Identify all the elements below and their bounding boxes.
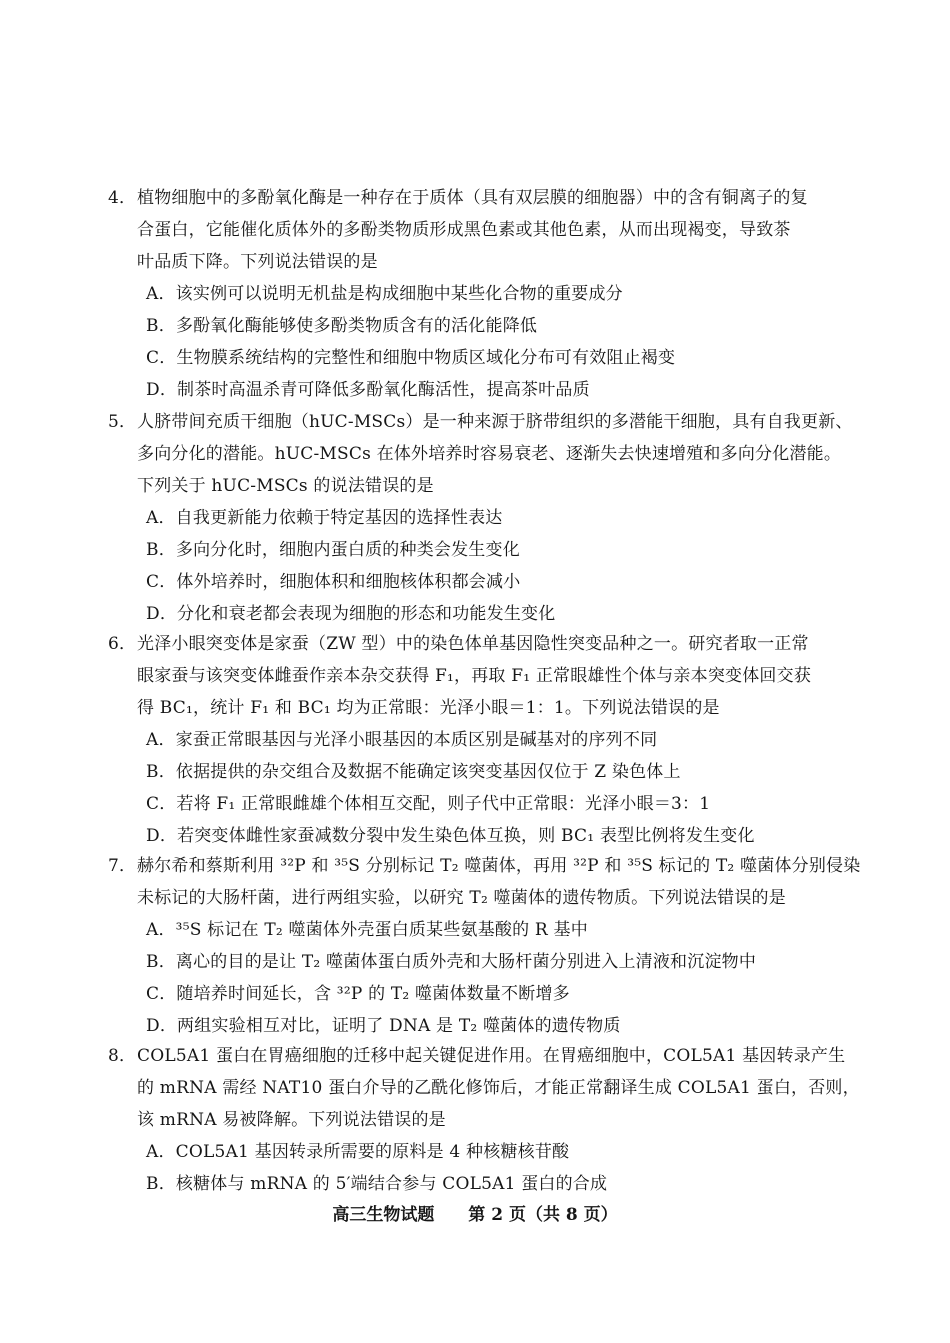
stem-line: 光泽小眼突变体是家蚕（ZW 型）中的染色体单基因隐性突变品种之一。研究者取一正常 (137, 634, 809, 654)
option-b: B．离心的目的是让 T₂ 噬菌体蛋白质外壳和大肠杆菌分别进入上清液和沉淀物中 (146, 952, 757, 972)
stem-line: 多向分化的潜能。hUC-MSCs 在体外培养时容易衰老、逐渐失去快速增殖和多向分化潜能。 (137, 444, 842, 464)
stem-line: 眼家蚕与该突变体雌蚕作亲本杂交获得 F₁，再取 F₁ 正常眼雄性个体与亲本突变体回交获 (137, 666, 812, 686)
option-c: C．生物膜系统结构的完整性和细胞中物质区域化分布可有效阻止褐变 (146, 348, 676, 368)
question-6 (108, 628, 848, 852)
option-a: A．家蚕正常眼基因与光泽小眼基因的本质区别是碱基对的序列不同 (146, 730, 658, 750)
footer-page-number: 第 2 页（共 8 页） (468, 1205, 618, 1225)
stem-line: 该 mRNA 易被降解。下列说法错误的是 (137, 1110, 446, 1130)
question-stem (108, 406, 853, 502)
stem-line: 赫尔希和蔡斯利用 ³²P 和 ³⁵S 分别标记 T₂ 噬菌体，再用 ³²P 和 ³⁵S 标记的 T₂ 噬菌体分别侵染 (137, 856, 861, 876)
stem-line: 未标记的大肠杆菌，进行两组实验，以研究 T₂ 噬菌体的遗传物质。下列说法错误的是 (137, 888, 786, 908)
stem-line: 的 mRNA 需经 NAT10 蛋白介导的乙酰化修饰后，才能正常翻译生成 COL5A1 蛋白，否则， (137, 1078, 860, 1098)
option-d: D．制茶时高温杀青可降低多酚氧化酶活性，提高茶叶品质 (146, 380, 590, 400)
stem-line: COL5A1 蛋白在胃癌细胞的迁移中起关键促进作用。在胃癌细胞中，COL5A1 基因转录产生 (137, 1046, 846, 1066)
option-d: D．若突变体雌性家蚕减数分裂中发生染色体互换，则 BC₁ 表型比例将发生变化 (146, 826, 755, 846)
stem-line: 植物细胞中的多酚氧化酶是一种存在于质体（具有双层膜的细胞器）中的含有铜离子的复 (137, 188, 808, 208)
stem-line: 下列关于 hUC-MSCs 的说法错误的是 (137, 476, 434, 496)
stem-line: 叶品质下降。下列说法错误的是 (137, 252, 378, 272)
question-number: 8． (108, 1046, 137, 1066)
option-c: C．随培养时间延长，含 ³²P 的 T₂ 噬菌体数量不断增多 (146, 984, 570, 1004)
question-4 (108, 182, 848, 406)
option-a: A．COL5A1 基因转录所需要的原料是 4 种核糖核苷酸 (146, 1142, 570, 1162)
option-a: A．³⁵S 标记在 T₂ 噬菌体外壳蛋白质某些氨基酸的 R 基中 (146, 920, 588, 940)
question-stem (108, 1040, 860, 1136)
question-stem (108, 628, 848, 724)
question-stem (108, 850, 861, 914)
option-b: B．多酚氧化酶能够使多酚类物质含有的活化能降低 (146, 316, 538, 336)
question-number: 7． (108, 856, 137, 876)
footer-subject: 高三生物试题 (332, 1205, 435, 1225)
option-b: B．多向分化时，细胞内蛋白质的种类会发生变化 (146, 540, 520, 560)
question-number: 6． (108, 634, 137, 654)
option-b: B．依据提供的杂交组合及数据不能确定该突变基因仅位于 Z 染色体上 (146, 762, 681, 782)
page-footer (0, 1200, 950, 1230)
question-5 (108, 406, 853, 630)
question-number: 5． (108, 412, 137, 432)
option-c: C．若将 F₁ 正常眼雌雄个体相互交配，则子代中正常眼：光泽小眼＝3：1 (146, 794, 711, 814)
option-a: A．该实例可以说明无机盐是构成细胞中某些化合物的重要成分 (146, 284, 623, 304)
stem-line: 合蛋白，它能催化质体外的多酚类物质形成黑色素或其他色素，从而出现褐变，导致茶 (137, 220, 791, 240)
option-a: A．自我更新能力依赖于特定基因的选择性表达 (146, 508, 503, 528)
stem-line: 人脐带间充质干细胞（hUC-MSCs）是一种来源于脐带组织的多潜能干细胞，具有自我更新、 (137, 412, 853, 432)
option-d: D．两组实验相互对比，证明了 DNA 是 T₂ 噬菌体的遗传物质 (146, 1016, 621, 1036)
question-7 (108, 850, 861, 1042)
stem-line: 得 BC₁，统计 F₁ 和 BC₁ 均为正常眼：光泽小眼＝1：1。下列说法错误的是 (137, 698, 720, 718)
question-8 (108, 1040, 860, 1200)
question-stem (108, 182, 848, 278)
option-b: B．核糖体与 mRNA 的 5′端结合参与 COL5A1 蛋白的合成 (146, 1174, 608, 1194)
option-c: C．体外培养时，细胞体积和细胞核体积都会减小 (146, 572, 521, 592)
option-d: D．分化和衰老都会表现为细胞的形态和功能发生变化 (146, 604, 556, 624)
question-number: 4． (108, 188, 137, 208)
